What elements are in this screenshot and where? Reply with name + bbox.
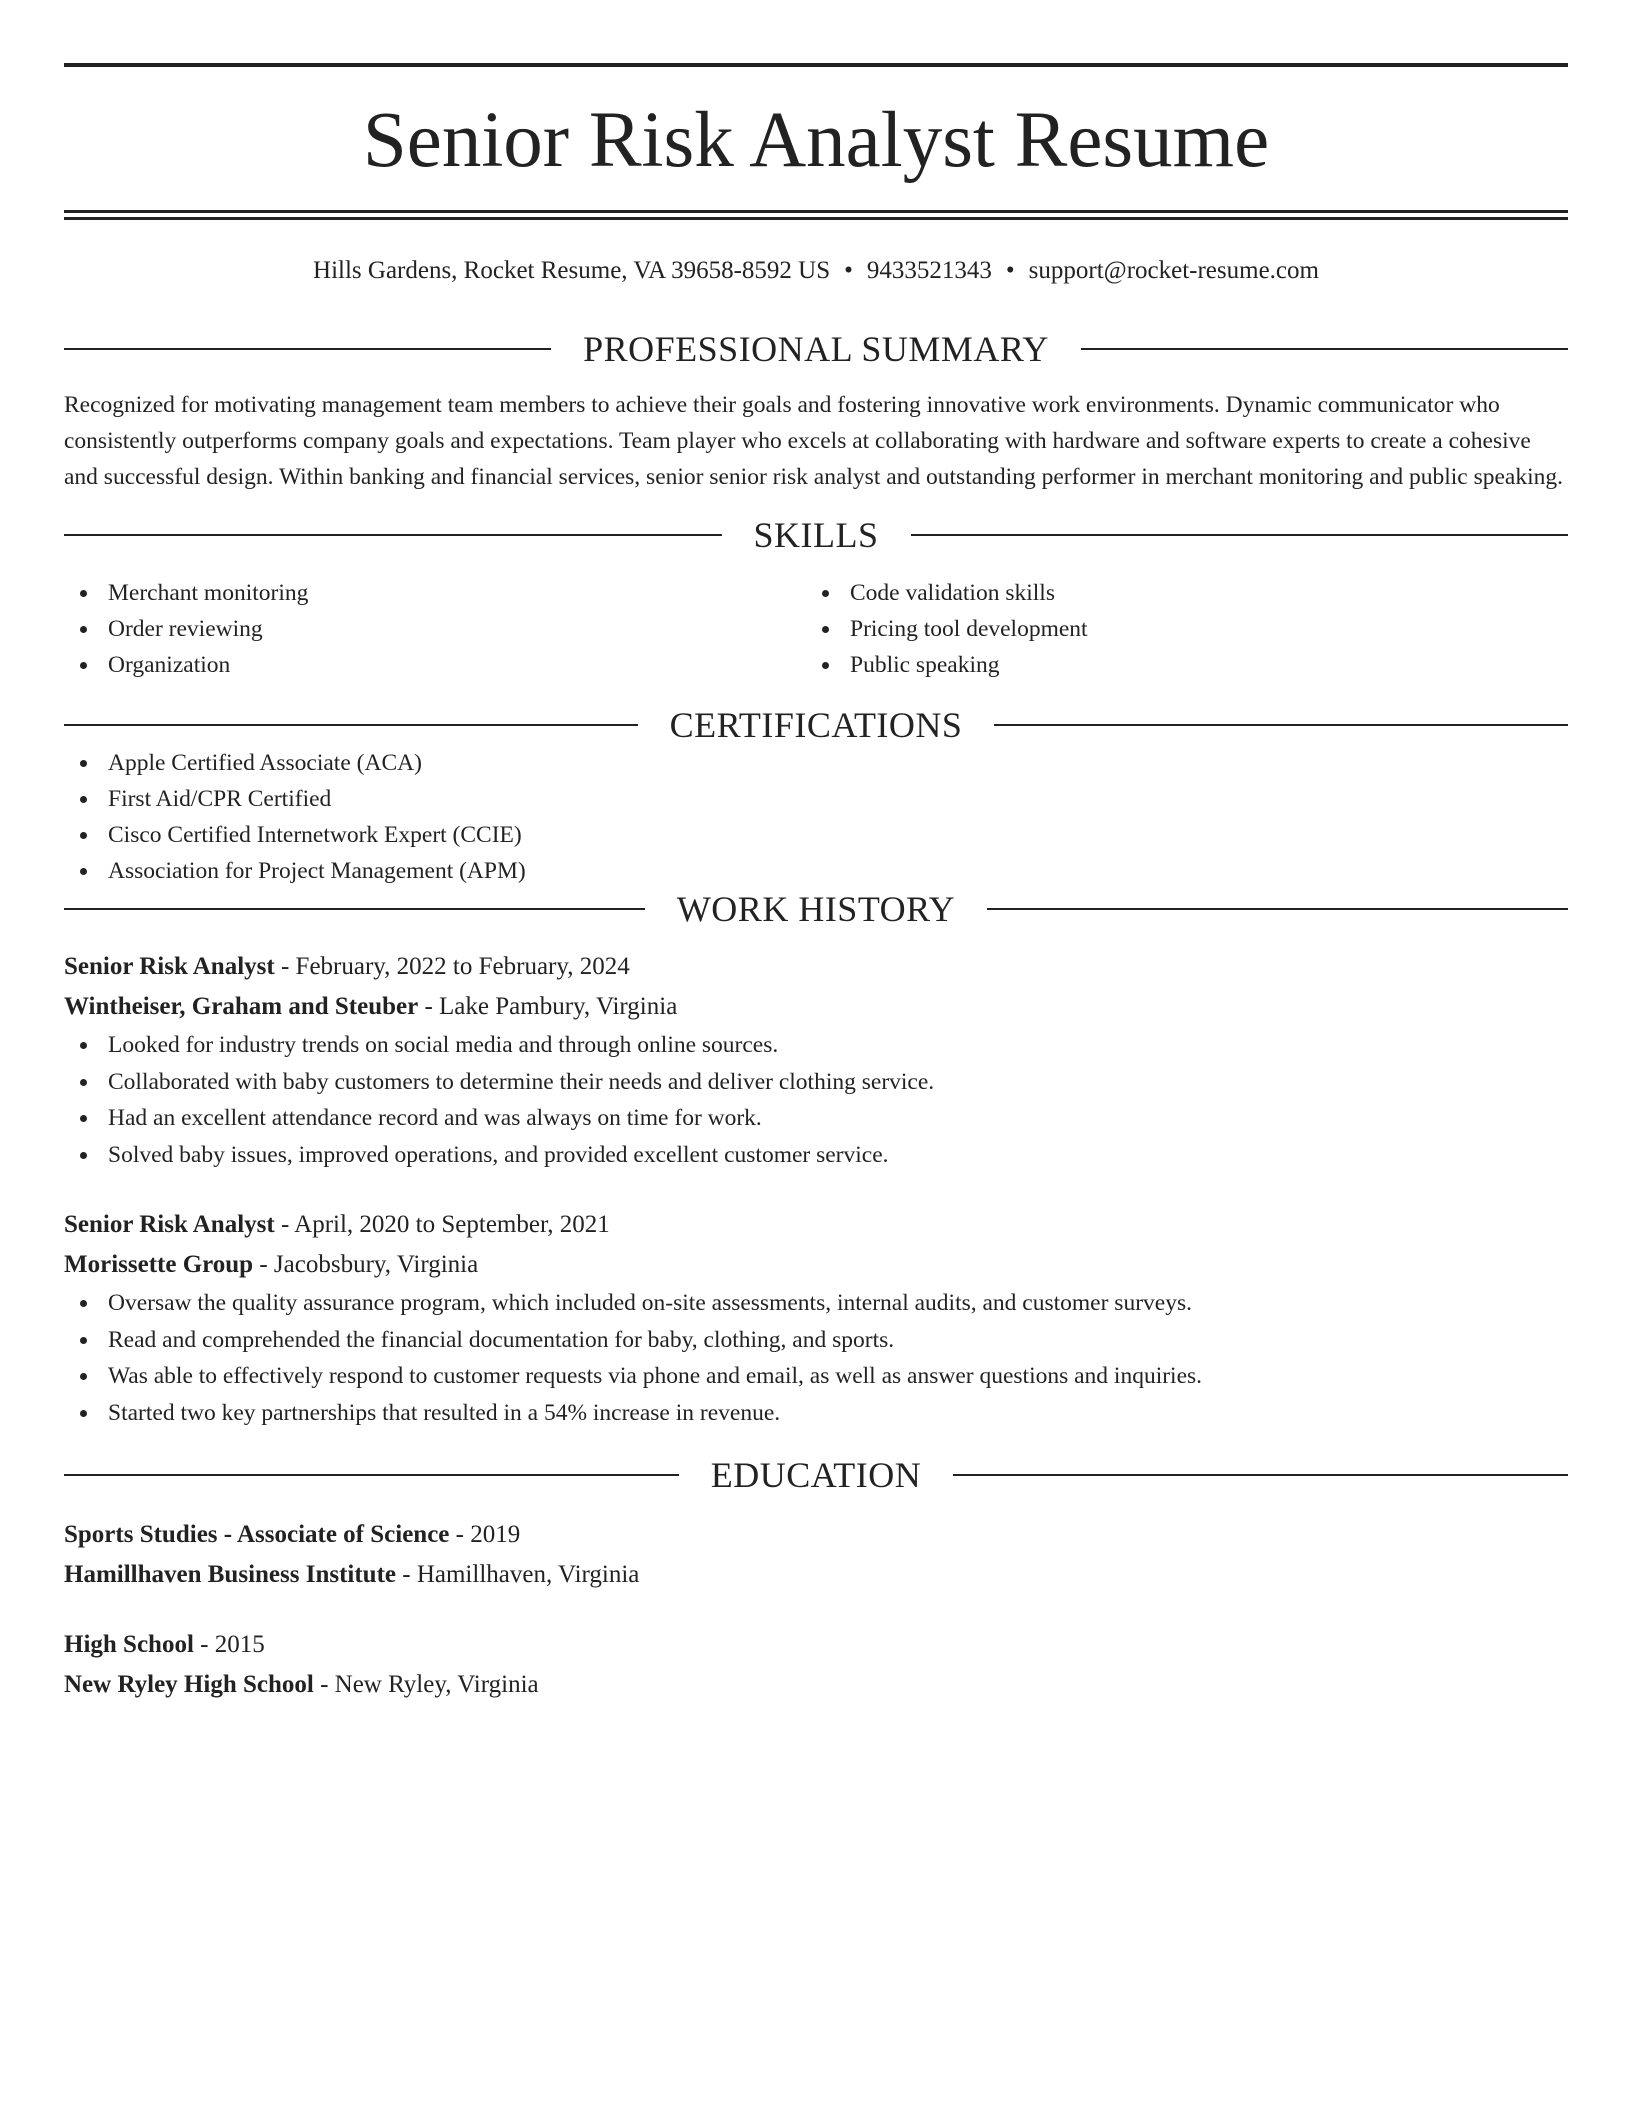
section-title-work: WORK HISTORY [676,889,956,929]
job-company: Morissette Group [64,1251,254,1278]
job-bullet: Oversaw the quality assurance program, which included on-site assessments, internal audits, and customer surveys. [64,1285,1568,1322]
job-company-line [64,1245,1568,1285]
education-entry [64,1515,1568,1595]
job-title: Senior Risk Analyst [64,1211,275,1238]
skills-list-right [806,575,1568,683]
skill-item: Organization [64,647,806,683]
job-bullet: Read and comprehended the financial documentation for baby, clothing, and sports. [64,1322,1568,1359]
job-entry [64,1205,1568,1431]
job-title-line [64,947,1568,987]
job-bullet: Collaborated with baby customers to determine their needs and deliver clothing service. [64,1064,1568,1101]
skill-item: Pricing tool development [806,611,1568,647]
job-bullet: Solved baby issues, improved operations, and provided excellent customer service. [64,1137,1568,1174]
certification-item: First Aid/CPR Certified [64,781,1568,817]
job-bullet: Was able to effectively respond to customer requests via phone and email, as well as answer questions and inquiries. [64,1358,1568,1395]
job-title-line [64,1205,1568,1245]
education-school-line [64,1555,1568,1595]
education-entry [64,1625,1568,1705]
divider-line [953,1474,1568,1476]
contact-separator: • [844,257,853,284]
contact-line [64,258,1568,283]
contact-separator: • [1005,257,1015,284]
education-year: - 2019 [449,1521,521,1548]
education-degree: Sports Studies - Associate of Science [64,1521,450,1548]
job-title: Senior Risk Analyst [64,953,275,980]
skills-grid [64,575,1568,683]
section-title-skills: SKILLS [753,515,879,555]
job-dates: - February, 2022 to February, 2024 [274,953,630,980]
divider-line [64,534,722,536]
divider-line [994,724,1568,726]
resume-title: Senior Risk Analyst Resume [362,97,1270,184]
section-header-certifications [64,705,1568,745]
education-school: Hamillhaven Business Institute [64,1561,397,1588]
section-title-education: EDUCATION [710,1455,922,1495]
job-entry [64,947,1568,1173]
education-degree-line [64,1625,1568,1665]
title-double-rule [64,210,1568,220]
divider-line [911,534,1569,536]
section-title-summary: PROFESSIONAL SUMMARY [583,329,1049,369]
contact-email: support@rocket-resume.com [1028,257,1319,284]
skill-item: Order reviewing [64,611,806,647]
job-bullets [64,1285,1568,1431]
job-company: Wintheiser, Graham and Steuber [64,993,419,1020]
certification-item: Cisco Certified Internetwork Expert (CCIE) [64,817,1568,853]
job-bullet: Started two key partnerships that resulted in a 54% increase in revenue. [64,1395,1568,1432]
skill-item: Merchant monitoring [64,575,806,611]
divider-line [987,908,1568,910]
skill-item: Public speaking [806,647,1568,683]
education-school-line [64,1665,1568,1705]
education-degree-line [64,1515,1568,1555]
skill-item: Code validation skills [806,575,1568,611]
job-location: - Lake Pambury, Virginia [418,993,678,1020]
divider-line [64,348,551,350]
section-header-summary [64,329,1568,369]
divider-line [64,908,645,910]
certification-item: Apple Certified Associate (ACA) [64,745,1568,781]
job-dates: - April, 2020 to September, 2021 [274,1211,610,1238]
work-history [64,947,1568,1431]
education-list [64,1515,1568,1705]
job-bullets [64,1027,1568,1173]
job-company-line [64,987,1568,1027]
section-header-skills [64,515,1568,555]
education-location: - Hamillhaven, Virginia [396,1561,640,1588]
divider-line [1081,348,1568,350]
section-title-certifications: CERTIFICATIONS [669,705,963,745]
certifications-list [64,745,1568,889]
contact-address: Hills Gardens, Rocket Resume, VA 39658-8592 US [313,257,831,284]
education-school: New Ryley High School [64,1671,314,1698]
certification-item: Association for Project Management (APM) [64,853,1568,889]
section-header-work [64,889,1568,929]
summary-text: Recognized for motivating management team members to achieve their goals and fostering innovative work environments. Dynamic communicator who consistently outperforms company goals and expectations. Team player who excels at collaborating with hardware and software experts to create a cohesive and successful design. Within banking and financial services, senior senior risk analyst and outstanding performer in merchant monitoring and public speaking. [64,392,1563,490]
skills-list-left [64,575,806,683]
education-location: - New Ryley, Virginia [313,1671,539,1698]
job-bullet: Had an excellent attendance record and was always on time for work. [64,1100,1568,1137]
education-year: - 2015 [193,1631,265,1658]
divider-line [64,1474,679,1476]
job-location: - Jacobsbury, Virginia [253,1251,479,1278]
divider-line [64,724,638,726]
section-header-education [64,1455,1568,1495]
job-bullet: Looked for industry trends on social media and through online sources. [64,1027,1568,1064]
contact-phone: 9433521343 [866,257,992,284]
education-degree: High School [64,1631,194,1658]
